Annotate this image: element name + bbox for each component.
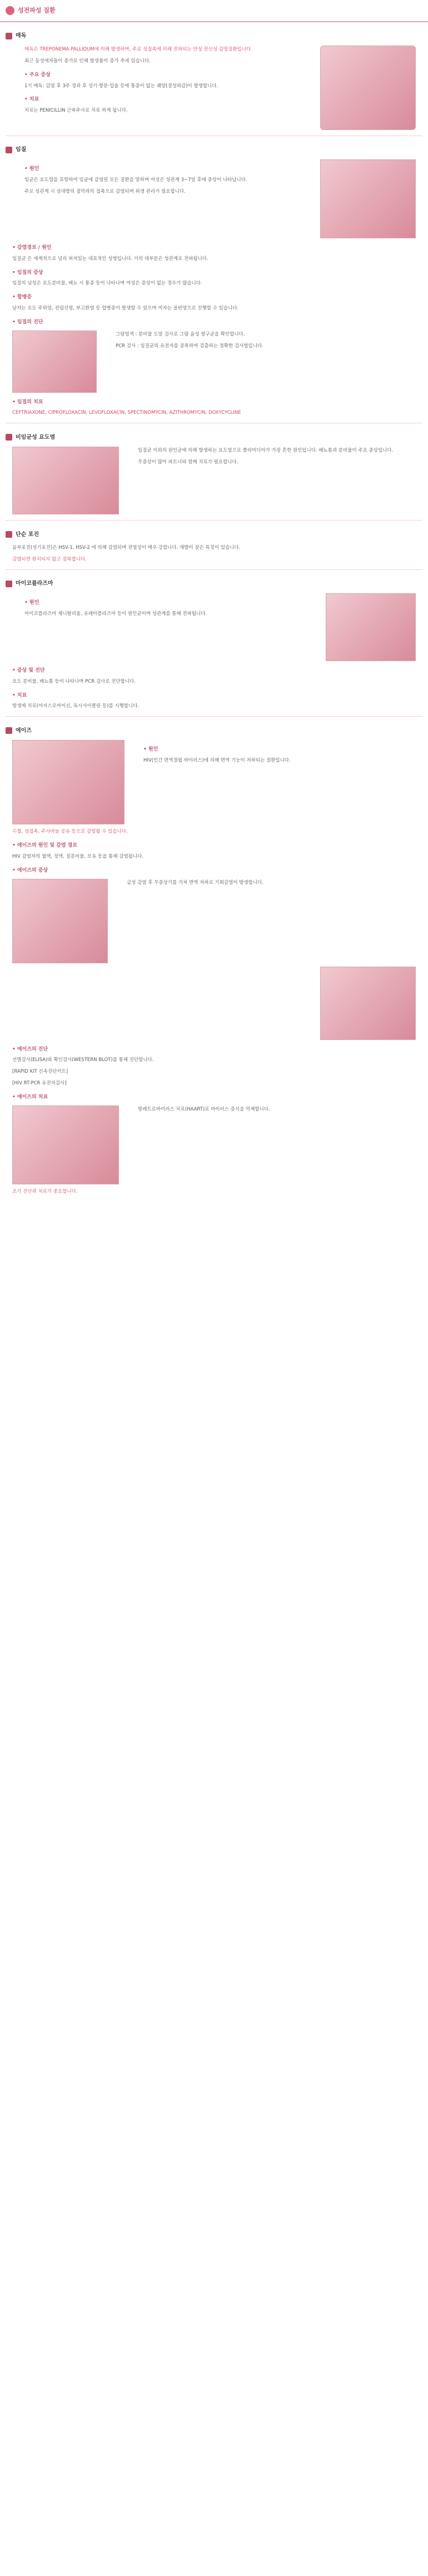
gonorrhea-cause-block — [12, 159, 416, 238]
mycoplasma-treatment-heading: • 치료 — [12, 692, 428, 701]
mycoplasma-symptom: 요도 분비물, 배뇨통 등이 나타나며 PCR 검사로 진단합니다. — [12, 678, 136, 684]
hiv-treatment: 항레트로바이러스 치료(HAART)로 바이러스 증식을 억제합니다. — [138, 1106, 270, 1112]
ngu-illustration — [12, 447, 119, 514]
section-bullet-icon — [6, 727, 12, 734]
mycoplasma-treatment: 항생제 치료(아지스로마이신, 독시사이클린 등)를 시행합니다. — [12, 703, 140, 709]
syphilis-text — [12, 46, 313, 130]
section-title: 에이즈 — [16, 727, 32, 734]
hiv-treatment-text — [126, 1106, 416, 1184]
section-heading-mycoplasma — [6, 578, 428, 590]
hiv-cause-block — [12, 740, 416, 824]
hiv-symptom-block — [12, 879, 416, 963]
hiv-cause-heading: • 원인 — [143, 746, 416, 754]
mycoplasma-text — [12, 593, 319, 661]
ngu-body: 임질균 이외의 원인균에 의해 발생하는 요도염으로 클라미디아가 가장 흔한 원인입니다. 배뇨통과 분비물이 주요 증상입니다. — [138, 448, 394, 454]
hiv-symptom-text — [115, 879, 416, 963]
syphilis-symptoms-heading: • 주요 증상 — [24, 71, 313, 80]
syphilis-treatment: 치료는 PENICILLIN 근육주사로 치료 하게 됩니다. — [24, 108, 128, 114]
herpes-note: 감염되면 완치되지 않고 잠복합니다. — [12, 557, 87, 563]
section-heading-gonorrhea — [6, 144, 428, 156]
hiv-patient-image — [12, 879, 108, 963]
hiv-cause-text — [131, 740, 416, 824]
gonorrhea-clinic: 임질의 남성은 요도분비물, 배뇨 시 통증 등이 나타나며 여성은 증상이 없는 경우가 많습니다. — [12, 281, 202, 287]
section-title: 임질 — [16, 147, 27, 153]
hiv-treatment-heading: • 에이즈의 치료 — [12, 1093, 428, 1102]
hiv-symptom: 급성 감염 후 무증상기를 거쳐 면역 저하로 기회감염이 발생합니다. — [127, 879, 264, 886]
hiv-blood-image — [320, 967, 416, 1040]
gonorrhea-diagnosis-heading: • 임질의 진단 — [12, 318, 428, 327]
gonorrhea-cause-heading: • 원인 — [24, 165, 313, 174]
section-bullet-icon — [6, 33, 12, 39]
syphilis-intro: 매독은 TREPONEMA PALLIDUM에 의해 발생하며, 주로 성접촉에 의해 전파되는 만성 전신성 감염질환입니다. — [24, 47, 252, 52]
section-title: 단순 포진 — [16, 531, 39, 538]
gonorrhea-infect-heading: • 감염경로 / 원인 — [12, 244, 428, 253]
section-title: 매독 — [16, 33, 27, 39]
section-bullet-icon — [6, 147, 12, 153]
ngu-body-2: 무증상이 많아 파트너와 함께 치료가 필요합니다. — [138, 459, 238, 466]
mycoplasma-symptom-heading: • 증상 및 진단 — [12, 667, 428, 676]
hiv-blood-spacer — [12, 967, 313, 1040]
gonorrhea-clinic-heading: • 임질의 증상 — [12, 269, 428, 278]
hiv-diagnosis-heading: • 에이즈의 진단 — [12, 1046, 428, 1054]
ngu-block — [12, 447, 416, 514]
section-heading-hiv — [6, 724, 428, 737]
gonorrhea-cause-text — [12, 159, 313, 238]
section-heading-ngu — [6, 431, 428, 443]
hiv-ribbon-image — [12, 740, 125, 824]
gonorrhea-diagnosis: 그람염색 : 분비물 도말 검사로 그람 음성 쌍구균을 확인합니다. — [116, 331, 245, 337]
section-title: 비임균성 요도염 — [16, 434, 56, 441]
gonorrhea-diagnosis-block — [12, 331, 416, 393]
gonorrhea-complication-heading: • 합병증 — [12, 293, 428, 302]
section-heading-syphilis — [6, 30, 428, 42]
hiv-route: HIV 감염자의 혈액, 정액, 질분비물, 모유 등을 통해 감염됩니다. — [12, 853, 143, 859]
gonorrhea-diagnosis-2: PCR 검사 : 임질균의 유전자를 증폭하여 검출하는 정확한 검사법입니다. — [116, 343, 263, 349]
hiv-pcr: [HIV RT-PCR 유전자검사] — [12, 1081, 67, 1086]
page-header — [0, 0, 428, 22]
section-bullet-icon — [6, 581, 12, 587]
syphilis-treatment-heading: • 치료 — [24, 96, 313, 104]
divider — [6, 716, 422, 717]
hiv-hands-image — [12, 1106, 119, 1184]
hiv-symptom-heading: • 에이즈의 증상 — [12, 867, 428, 876]
divider — [6, 520, 422, 521]
gonorrhea-diagnosis-text — [103, 331, 416, 393]
mycoplasma-image — [326, 593, 416, 661]
hiv-warning: 수혈, 성접촉, 주사바늘 공유 등으로 감염될 수 있습니다. — [12, 829, 128, 835]
gonorrhea-cause: 임균은 요도염을 포함하여 임균에 감염된 모든 질환을 말하며 여성은 성관계 3~7일 후에 증상이 나타납니다. — [24, 177, 247, 183]
syphilis-illustration — [320, 46, 416, 130]
divider — [6, 569, 422, 570]
hiv-diagnosis: 선별검사(ELISA)와 확인검사(WESTERN BLOT)를 통해 진단합니다. — [12, 1057, 154, 1063]
logo-icon — [6, 6, 14, 15]
gonorrhea-cause-2: 주로 성관계 시 상대방의 점막과의 접촉으로 감염되며 위생 관리가 필요합니다. — [24, 188, 186, 194]
gonorrhea-treatment: CEFTRIAXONE, CIPROFLOXACIN, LEVOFLOXACIN, SPECTINOMYCIN, AZITHROMYCIN, DOXYCYCLINE — [12, 410, 241, 416]
ngu-text — [126, 447, 416, 514]
hiv-blood-block — [12, 967, 416, 1040]
herpes-body: 음부포진(성기포진)은 HSV-1, HSV-2 에 의해 감염되며 전염성이 매우 강합니다. 재발이 잦은 특징이 있습니다. — [12, 545, 241, 551]
hiv-rapid-kit: [RAPID KIT 신속진단키트] — [12, 1069, 68, 1075]
microscope-image — [12, 331, 97, 393]
anatomy-illustration — [320, 159, 416, 238]
mycoplasma-cause-heading: • 원인 — [24, 599, 319, 608]
section-title: 마이코플라즈마 — [16, 581, 53, 587]
section-bullet-icon — [6, 434, 12, 441]
syphilis-intro-2: 최근 동성애자들이 증가로 인해 발생률이 증가 추세 있습니다. — [24, 58, 151, 64]
mycoplasma-block — [12, 593, 416, 661]
page-title: 성전파성 질환 — [18, 7, 56, 14]
mycoplasma-cause: 마이코플라즈마 제니탈리움, 유레아플라즈마 등이 원인균이며 성관계를 통해 전파됩니다. — [24, 611, 207, 617]
hiv-cause: HIV(인간 면역결핍 바이러스)에 의해 면역 기능이 저하되는 질환입니다. — [143, 758, 291, 763]
hiv-footer: 조기 진단과 치료가 중요합니다. — [12, 1188, 78, 1194]
hiv-treatment-block — [12, 1106, 416, 1184]
syphilis-symptoms: 1기 매독: 감염 후 3주 경과 후 성기·항문·입술 등에 통증이 없는 궤양(경성하감)이 발생합니다. — [24, 83, 218, 89]
gonorrhea-treatment-heading: • 임질의 치료 — [12, 398, 428, 407]
hiv-route-heading: • 에이즈의 원인 및 감염 경로 — [12, 842, 428, 851]
gonorrhea-complication: 남자는 요도 주위염, 전립선염, 부고환염 등 합병증이 발생할 수 있으며 여자는 골반염으로 진행할 수 있습니다. — [12, 306, 239, 311]
section-heading-herpes — [6, 528, 428, 541]
section-bullet-icon — [6, 531, 12, 538]
gonorrhea-infect: 임질균 은 세계적으로 널리 퍼져있는 대표적인 성병입니다. 거의 대부분은 성관계로 전파됩니다. — [12, 256, 208, 262]
syphilis-block — [12, 46, 416, 130]
